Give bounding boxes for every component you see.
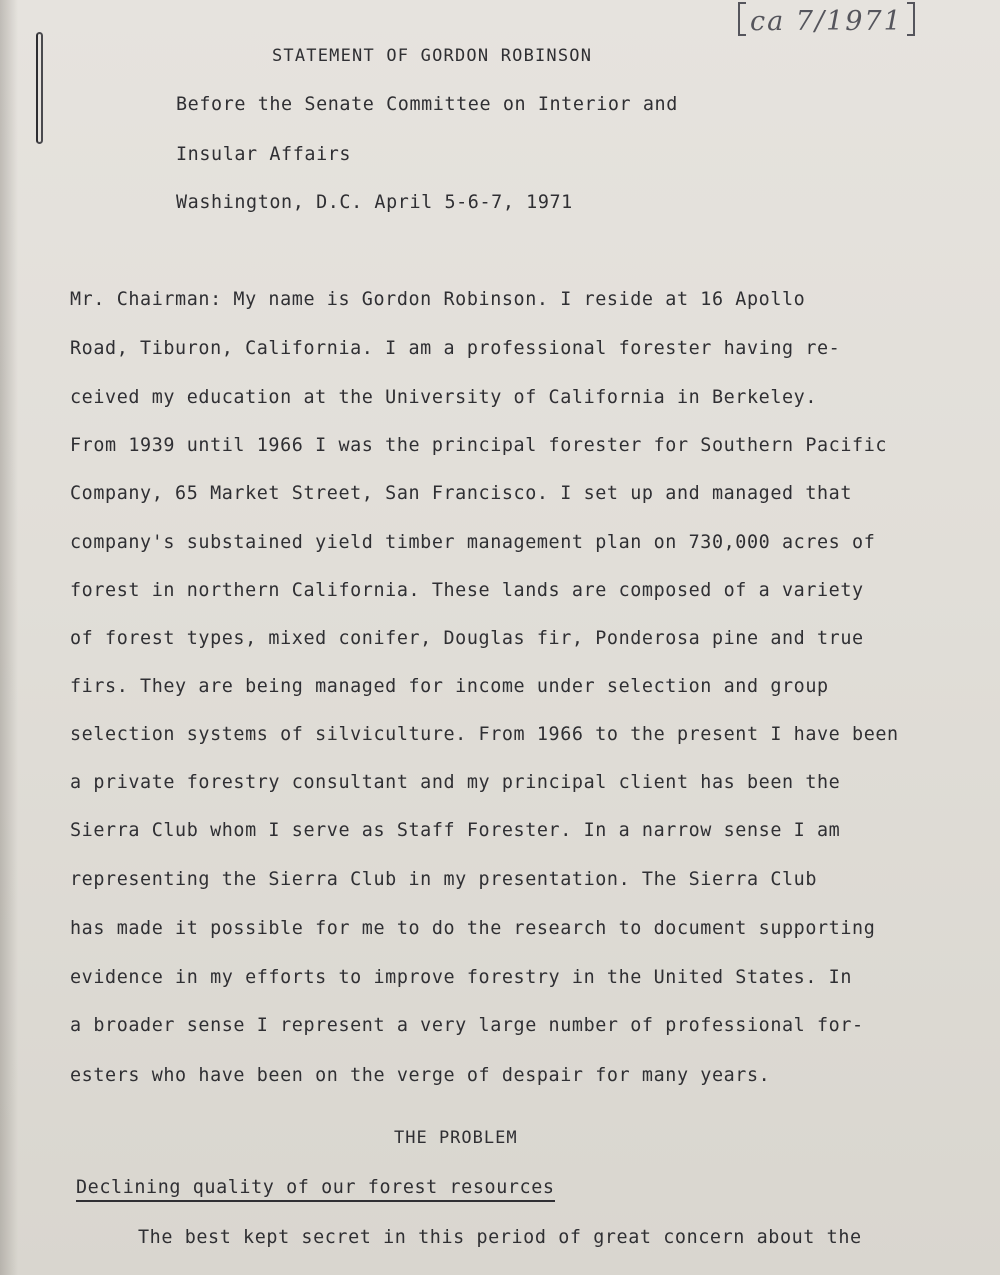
body-line: Company, 65 Market Street, San Francisco. I set up and managed that xyxy=(70,483,853,504)
body-line: a private forestry consultant and my principal client has been the xyxy=(70,772,841,793)
handwritten-archive-note: ca 7/1971 xyxy=(738,2,915,37)
body-line: company's substained yield timber management plan on 730,000 acres of xyxy=(70,532,876,553)
body-line: Road, Tiburon, California. I am a professional forester having re- xyxy=(70,338,841,359)
body-line: Sierra Club whom I serve as Staff Forester. In a narrow sense I am xyxy=(70,820,841,841)
body-line: a broader sense I represent a very large number of professional for- xyxy=(70,1015,864,1036)
body-line: ceived my education at the University of California in Berkeley. xyxy=(70,387,818,408)
section-heading: THE PROBLEM xyxy=(394,1128,518,1148)
header-line-date: Washington, D.C. April 5-6-7, 1971 xyxy=(176,192,573,213)
body-line: esters who have been on the verge of despair for many years. xyxy=(70,1065,771,1086)
body-line: firs. They are being managed for income under selection and group xyxy=(70,676,829,697)
body-line: representing the Sierra Club in my presentation. The Sierra Club xyxy=(70,869,818,890)
page-edge-shadow xyxy=(0,0,18,1275)
subheading: Declining quality of our forest resources xyxy=(76,1177,555,1202)
body-line: of forest types, mixed conifer, Douglas fir, Ponderosa pine and true xyxy=(70,628,864,649)
statement-title: STATEMENT OF GORDON ROBINSON xyxy=(272,46,593,66)
body-line: forest in northern California. These lands are composed of a variety xyxy=(70,580,864,601)
staple xyxy=(36,32,43,144)
body-line: evidence in my efforts to improve forestry in the United States. In xyxy=(70,967,853,988)
body-line: Mr. Chairman: My name is Gordon Robinson. I reside at 16 Apollo xyxy=(70,289,806,310)
header-line-committee: Before the Senate Committee on Interior and xyxy=(176,94,678,115)
paragraph-two-first-line: The best kept secret in this period of great concern about the xyxy=(138,1227,862,1248)
body-line: From 1939 until 1966 I was the principal forester for Southern Pacific xyxy=(70,435,888,456)
body-line: selection systems of silviculture. From 1966 to the present I have been xyxy=(70,724,899,745)
body-line: has made it possible for me to do the research to document supporting xyxy=(70,918,876,939)
header-line-affairs: Insular Affairs xyxy=(176,144,352,165)
